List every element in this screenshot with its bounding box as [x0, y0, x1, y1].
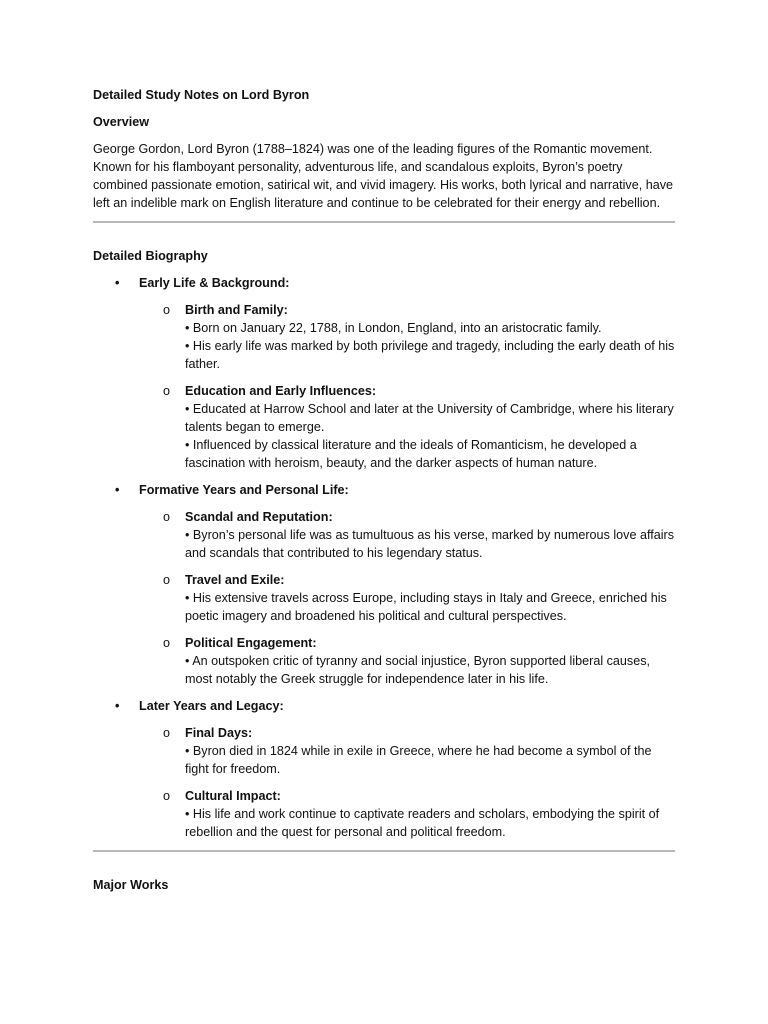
biography-sub-item — [139, 382, 675, 472]
sub-item-line: • Byron’s personal life was as tumultuous as his verse, marked by numerous love affairs and scandals that contributed to his legendary status. — [185, 528, 675, 560]
sub-item-title: Cultural Impact: — [185, 789, 281, 803]
sub-bullet-marker: o — [163, 726, 171, 740]
sub-bullet-marker: o — [163, 636, 171, 650]
biography-sub-item — [139, 787, 675, 841]
sub-bullet-marker: o — [163, 789, 171, 803]
section-divider — [93, 850, 675, 852]
document-title: Detailed Study Notes on Lord Byron — [93, 88, 310, 102]
sub-item-line: • His life and work continue to captivate readers and scholars, embodying the spirit of rebellion and the quest for personal and political freedom. — [185, 807, 660, 839]
section-divider — [93, 221, 675, 223]
sub-item-title: Education and Early Influences: — [185, 384, 377, 398]
sub-bullet-marker: o — [163, 510, 171, 524]
biography-sub-item — [139, 508, 675, 562]
document-content — [93, 86, 675, 903]
sub-bullet-marker: o — [163, 303, 171, 317]
sub-item-line: • Influenced by classical literature and the ideals of Romanticism, he developed a fascination with heroism, beauty, and the darker aspects of human nature. — [185, 438, 637, 470]
biography-sub-list — [139, 724, 675, 841]
biography-list — [93, 274, 675, 841]
biography-section — [93, 481, 675, 688]
overview-heading: Overview — [93, 115, 150, 129]
sub-item-line: • Born on January 22, 1788, in London, England, into an aristocratic family. — [185, 321, 602, 335]
bullet-marker: • — [115, 483, 120, 497]
biography-section — [93, 697, 675, 841]
biography-section-title: Later Years and Legacy: — [139, 699, 284, 713]
bullet-marker: • — [115, 276, 120, 290]
sub-item-title: Political Engagement: — [185, 636, 317, 650]
sub-item-title: Scandal and Reputation: — [185, 510, 333, 524]
biography-sub-list — [139, 301, 675, 472]
overview-paragraph: George Gordon, Lord Byron (1788–1824) was one of the leading figures of the Romantic movement. Known for his flamboyant personality, adventurous life, and scandalous exploits, Byron’s poetry combined passionate emotion, satirical wit, and vivid imagery. His works, both lyrical and narrative, have left an indelible mark on English literature and continue to be celebrated for their energy and rebellion. — [93, 142, 674, 210]
major-works-heading: Major Works — [93, 878, 169, 892]
sub-item-line: • Byron died in 1824 while in exile in Greece, where he had become a symbol of the fight for freedom. — [185, 744, 652, 776]
bullet-marker: • — [115, 699, 120, 713]
biography-heading: Detailed Biography — [93, 249, 208, 263]
sub-item-title: Final Days: — [185, 726, 253, 740]
biography-sub-list — [139, 508, 675, 688]
biography-section-title: Early Life & Background: — [139, 276, 290, 290]
biography-section-title: Formative Years and Personal Life: — [139, 483, 349, 497]
sub-item-line: • Educated at Harrow School and later at the University of Cambridge, where his literary talents began to emerge. — [185, 402, 674, 434]
sub-item-title: Travel and Exile: — [185, 573, 285, 587]
sub-item-line: • His extensive travels across Europe, including stays in Italy and Greece, enriched his poetic imagery and broadened his political and cultural perspectives. — [185, 591, 667, 623]
biography-sub-item — [139, 571, 675, 625]
biography-sub-item — [139, 724, 675, 778]
sub-item-title: Birth and Family: — [185, 303, 288, 317]
sub-bullet-marker: o — [163, 384, 171, 398]
biography-sub-item — [139, 301, 675, 373]
sub-item-line: • An outspoken critic of tyranny and social injustice, Byron supported liberal causes, most notably the Greek struggle for independence later in his life. — [185, 654, 651, 686]
biography-section — [93, 274, 675, 472]
sub-item-line: • His early life was marked by both privilege and tragedy, including the early death of his father. — [185, 339, 675, 371]
sub-bullet-marker: o — [163, 573, 171, 587]
biography-sub-item — [139, 634, 675, 688]
